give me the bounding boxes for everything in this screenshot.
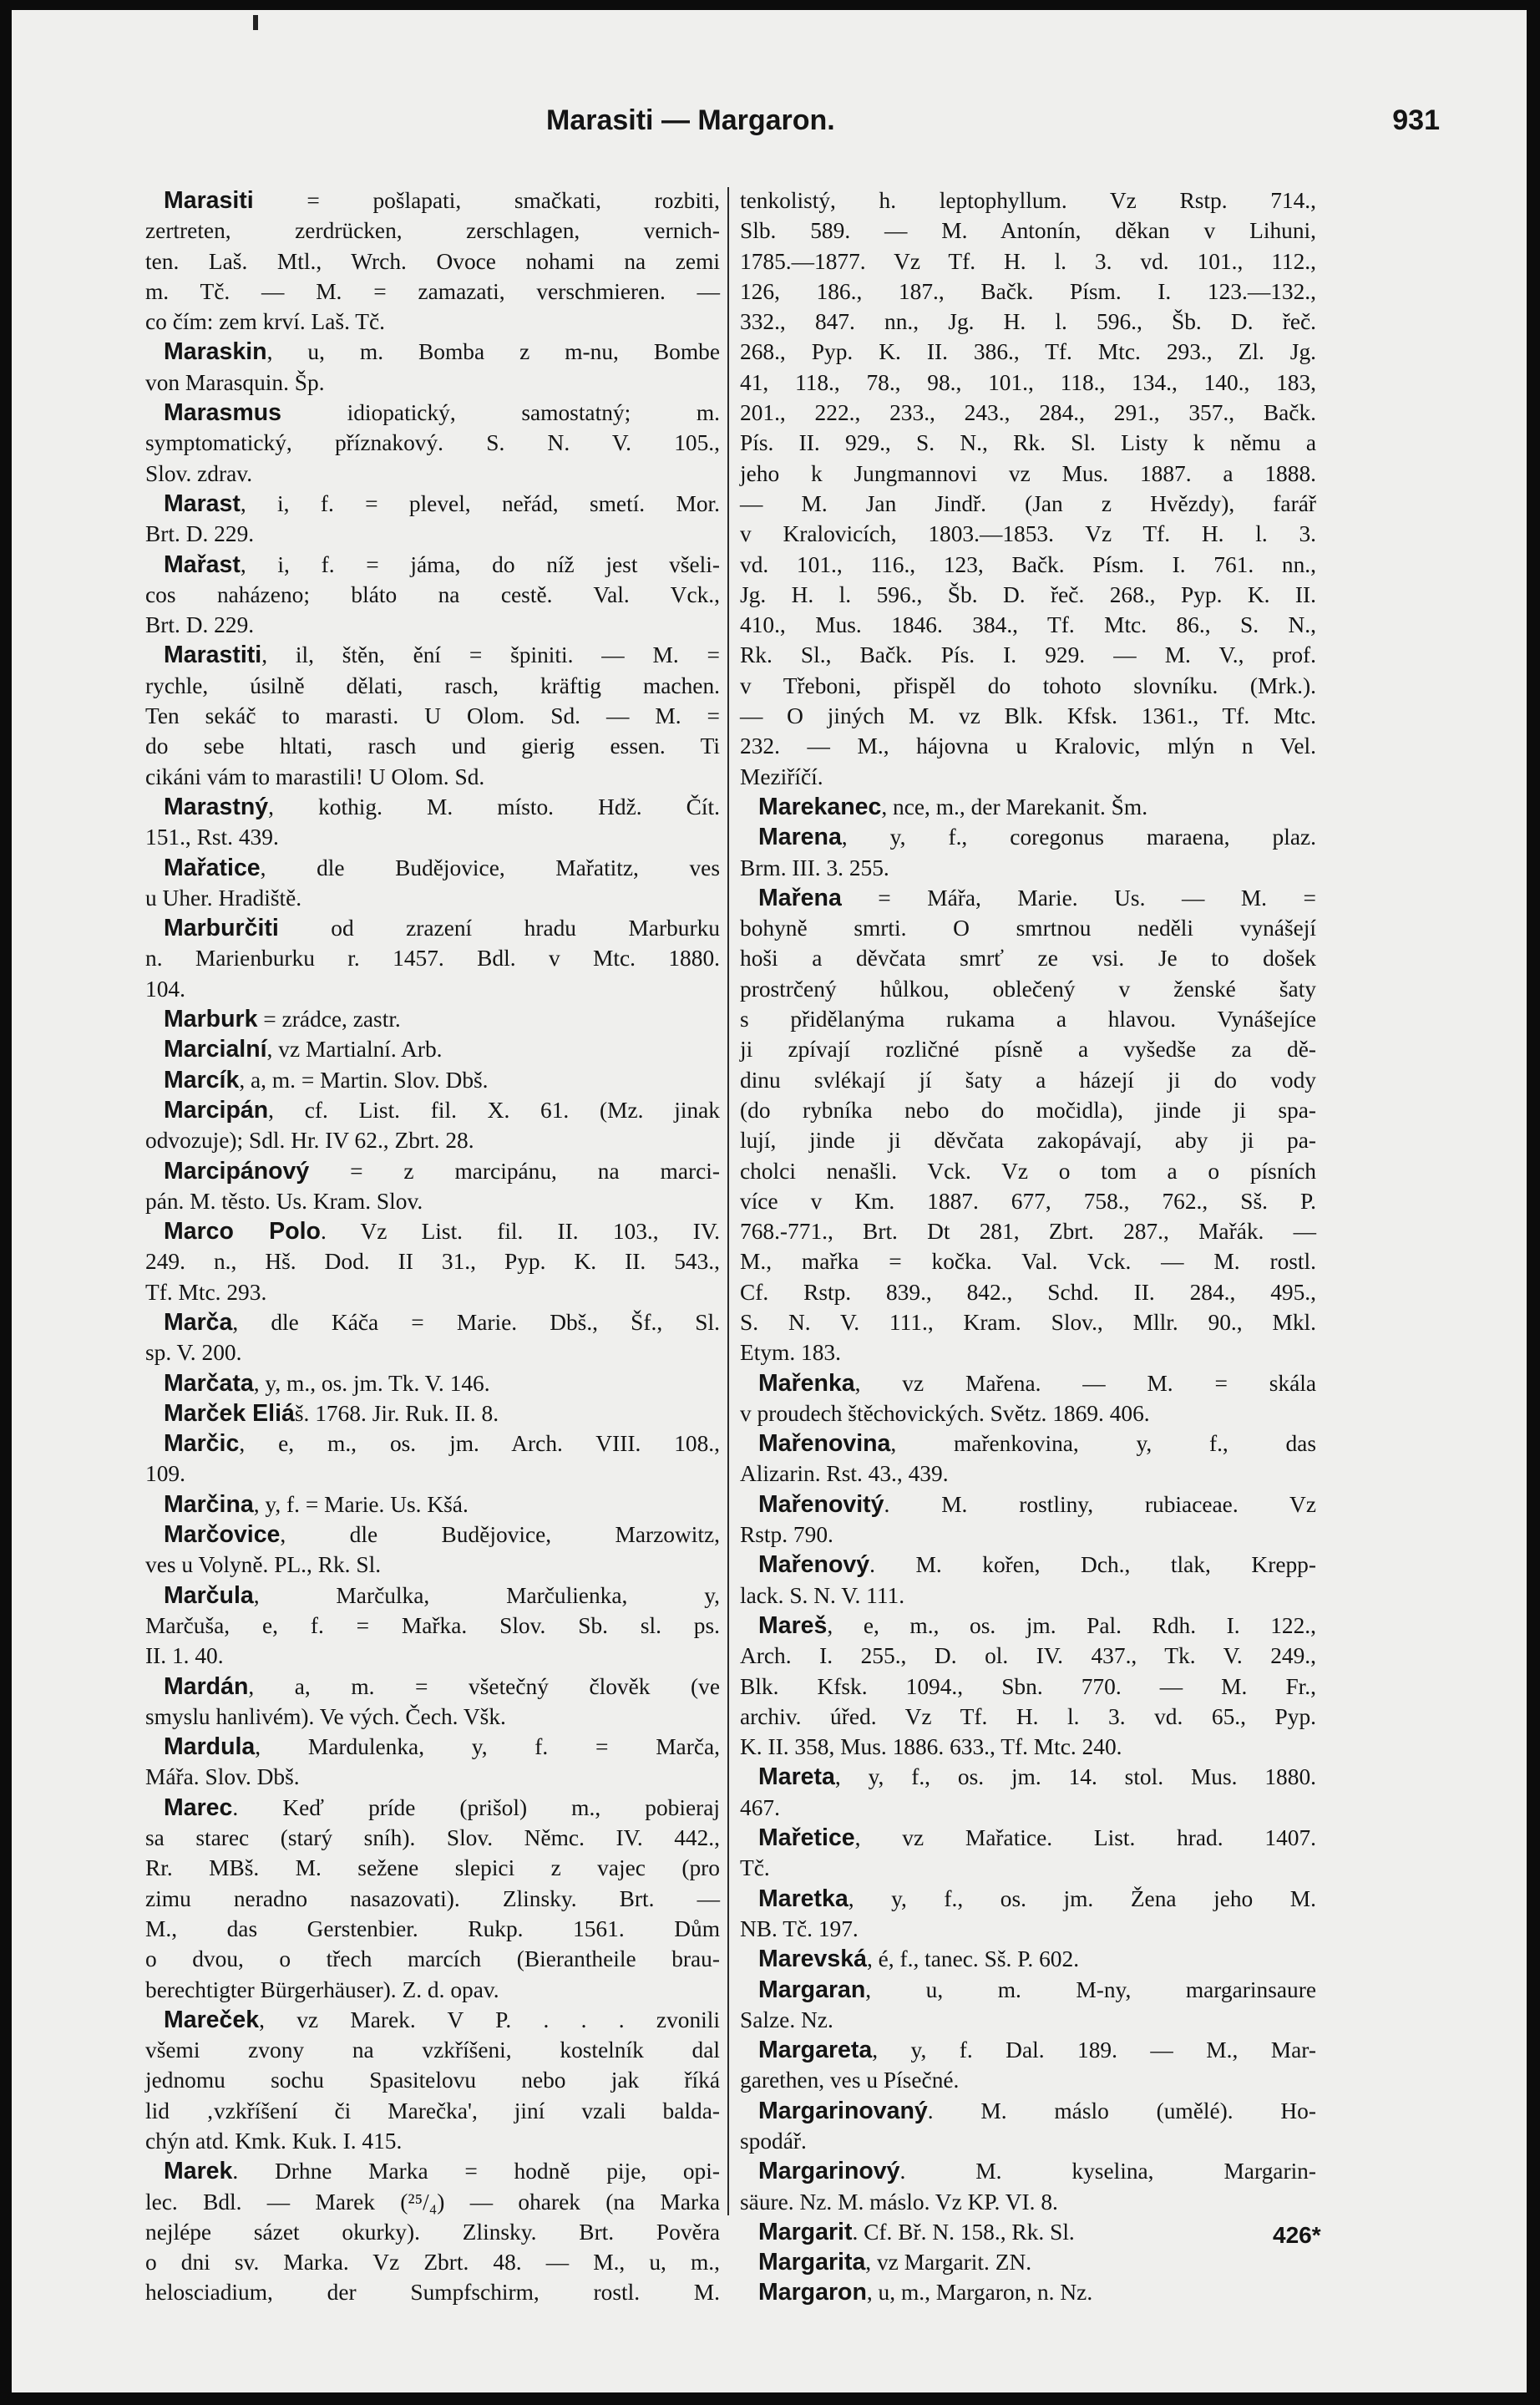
- dictionary-page: [12, 10, 1527, 2392]
- text-line: Jg. H. l. 596., Šb. D. řeč. 268., Pyp. K. II.: [740, 581, 1316, 607]
- text-line: Mareček, vz Marek. V P. . . . zvonili: [164, 2006, 720, 2033]
- text-line: Marasmus idiopatický, samostatný; m.: [164, 399, 720, 427]
- text-line: Mařena = Mářa, Marie. Us. — M. =: [758, 884, 1316, 911]
- headword: Marastný: [164, 793, 269, 820]
- text-line: rychle, úsilně dělati, rasch, kräftig machen.: [145, 672, 720, 698]
- headword: Mařena: [758, 884, 842, 911]
- text-line: Marena, y, f., coregonus maraena, plaz.: [758, 824, 1316, 851]
- text-line: Marekanec, nce, m., der Marekanit. Šm.: [758, 793, 1148, 820]
- headword: Marcík: [164, 1066, 240, 1093]
- headword: Marec: [164, 1794, 233, 1821]
- headword: Mařenovina: [758, 1430, 891, 1458]
- text-line: Mařenový. M. kořen, Dch., tlak, Krepp-: [758, 1551, 1316, 1579]
- text-line: co čím: zem krví. Laš. Tč.: [145, 309, 385, 335]
- headword: Marcialní: [164, 1036, 267, 1063]
- text-line: 201., 222., 233., 243., 284., 291., 357., Bačk.: [740, 400, 1316, 426]
- text-line: Marčula, Marčulka, Marčulienka, y,: [164, 1581, 720, 1609]
- text-line: Marek. Drhne Marka = hodně pije, opi-: [164, 2158, 720, 2185]
- text-line: Meziříčí.: [740, 764, 823, 789]
- headword: Maretka: [758, 1885, 849, 1912]
- headword: Margareta: [758, 2037, 873, 2064]
- text-line: Etym. 183.: [740, 1340, 841, 1366]
- text-line: Mareta, y, f., os. jm. 14. stol. Mus. 1880.: [758, 1763, 1316, 1791]
- text-line: Mářa. Slov. Dbš.: [145, 1764, 300, 1790]
- text-line: do sebe hltati, rasch und gierig essen. Ti: [145, 733, 720, 759]
- text-line: Marco Polo. Vz List. fil. II. 103., IV.: [164, 1218, 720, 1246]
- text-line: Brt. D. 229.: [145, 521, 255, 547]
- text-line: 249. n., Hš. Dod. II 31., Pyp. K. II. 543.,: [145, 1249, 720, 1275]
- text-line: ves u Volyně. PL., Rk. Sl.: [145, 1552, 382, 1578]
- headword: Mařenka: [758, 1369, 855, 1397]
- text-line: Marcipánový = z marcipánu, na marci-: [164, 1157, 720, 1185]
- headword: Marekanec: [758, 793, 882, 820]
- text-line: ten. Laš. Mtl., Wrch. Ovoce nohami na zemi: [145, 248, 720, 274]
- text-line: Mardán, a, m. = všetečný člověk (ve: [164, 1672, 720, 1700]
- text-line: tenkolistý, h. leptophyllum. Vz Rstp. 714.,: [740, 188, 1316, 213]
- text-line: Marčovice, dle Budějovice, Marzowitz,: [164, 1521, 720, 1549]
- text-line: Arch. I. 255., D. ol. IV. 437., Tk. V. 249.,: [740, 1643, 1316, 1669]
- text-line: nejlépe sázet okurky). Zlinsky. Brt. Pověra: [145, 2219, 720, 2245]
- text-line: Marastiti, il, štěn, ění = špiniti. — M. =: [164, 642, 720, 669]
- headword: Marevská: [758, 1946, 867, 1973]
- headword: Mareš: [758, 1611, 828, 1639]
- headword: Mařast: [164, 551, 241, 578]
- headword: Marčovice: [164, 1521, 281, 1549]
- text-line: Marec. Keď príde (prišol) m., pobieraj: [164, 1794, 720, 1821]
- headword: Mařatice: [164, 854, 261, 881]
- text-line: Marcipán, cf. List. fil. X. 61. (Mz. jinak: [164, 1096, 720, 1124]
- text-line: Blk. Kfsk. 1094., Sbn. 770. — M. Fr.,: [740, 1673, 1316, 1699]
- text-line: M., das Gerstenbier. Rukp. 1561. Dům: [145, 1915, 720, 1941]
- text-line: v Třeboni, přispěl do tohoto slovníku. (Mrk.).: [740, 672, 1316, 698]
- column-divider: [727, 187, 729, 2215]
- text-line: sp. V. 200.: [145, 1340, 242, 1366]
- text-line: II. 1. 40.: [145, 1643, 224, 1669]
- text-line: více v Km. 1887. 677, 758., 762., Sš. P.: [740, 1188, 1316, 1214]
- text-line: — M. Jan Jindř. (Jan z Hvězdy), farář: [740, 490, 1316, 516]
- text-line: symptomatický, příznakový. S. N. V. 105.,: [145, 430, 720, 456]
- text-line: Marast, i, f. = plevel, neřád, smetí. Mor.: [164, 490, 720, 517]
- text-line: Cf. Rstp. 839., 842., Schd. II. 284., 495.,: [740, 1279, 1316, 1305]
- headword: Marčula: [164, 1581, 254, 1609]
- text-line: — O jiných M. vz Blk. Kfsk. 1361., Tf. Mtc.: [740, 703, 1316, 729]
- headword: Marburk: [164, 1006, 258, 1033]
- text-line: 41, 118., 78., 98., 101., 118., 134., 140., 183,: [740, 369, 1316, 395]
- text-line: Marcialní, vz Martialní. Arb.: [164, 1036, 443, 1063]
- text-line: Rstp. 790.: [740, 1522, 833, 1548]
- headword: Marco Polo: [164, 1218, 321, 1246]
- text-line: 232. — M., hájovna u Kralovic, mlýn n Vel.: [740, 733, 1316, 759]
- headword: Marek: [164, 2158, 233, 2185]
- text-line: pán. M. těsto. Us. Kram. Slov.: [145, 1188, 423, 1214]
- text-line: Marburk = zrádce, zastr.: [164, 1006, 401, 1033]
- headword: Marasiti: [164, 187, 254, 214]
- text-line: Marčina, y, f. = Marie. Us. Kšá.: [164, 1490, 469, 1518]
- running-title: Marasiti — Margaron.: [546, 104, 835, 136]
- headword: Marena: [758, 824, 842, 851]
- headword: Maraskin: [164, 338, 267, 366]
- text-line: Marasiti = pošlapati, smačkati, rozbiti,: [164, 187, 720, 214]
- text-line: Marča, dle Káča = Marie. Dbš., Šf., Sl.: [164, 1308, 720, 1336]
- headword: Marča: [164, 1308, 233, 1336]
- text-line: Brt. D. 229.: [145, 612, 255, 638]
- text-line: garethen, ves u Písečné.: [740, 2068, 960, 2093]
- text-line: v Kralovicích, 1803.—1853. Vz Tf. H. l. 3.: [740, 521, 1316, 547]
- headword: Marburčiti: [164, 915, 279, 942]
- text-line: M., mařka = kočka. Val. Vck. — M. rostl.: [740, 1249, 1316, 1275]
- text-line: archiv. úřed. Vz Tf. H. l. 3. vd. 65., Pyp.: [740, 1703, 1316, 1729]
- text-line: jednomu sochu Spasitelovu nebo jak říká: [145, 2068, 720, 2093]
- text-line: von Marasquin. Šp.: [145, 369, 325, 395]
- text-line: 467.: [740, 1794, 780, 1820]
- text-line: smyslu hanlivém). Ve vých. Čech. Všk.: [145, 1703, 506, 1729]
- text-line: n. Marienburku r. 1457. Bdl. v Mtc. 1880.: [145, 946, 720, 972]
- text-line: berechtigter Bürgerhäuser). Z. d. opav.: [145, 1976, 499, 2002]
- text-line: Margarit. Cf. Bř. N. 158., Rk. Sl.: [758, 2218, 1075, 2245]
- headword: Marcipánový: [164, 1157, 310, 1185]
- headword: Mardán: [164, 1672, 249, 1700]
- text-line: NB. Tč. 197.: [740, 1915, 859, 1941]
- text-line: 104.: [145, 976, 185, 1002]
- text-line: Mareš, e, m., os. jm. Pal. Rdh. I. 122.,: [758, 1611, 1316, 1639]
- text-line: Brm. III. 3. 255.: [740, 855, 889, 880]
- headword: Margaron: [758, 2279, 867, 2306]
- text-line: bohyně smrti. O smrtnou neděli vynášejí: [740, 916, 1316, 941]
- headword: Marčic: [164, 1430, 240, 1458]
- text-line: Mařast, i, f. = jáma, do níž jest všeli-: [164, 551, 720, 578]
- text-line: lack. S. N. V. 111.: [740, 1582, 905, 1608]
- text-line: Slb. 589. — M. Antonín, děkan v Lihuni,: [740, 218, 1316, 244]
- text-line: Marčic, e, m., os. jm. Arch. VIII. 108.,: [164, 1430, 720, 1458]
- text-line: o dvou, o třech marcích (Bierantheile brau-: [145, 1946, 720, 1972]
- text-line: Mařetice, vz Mařatice. List. hrad. 1407.: [758, 1824, 1316, 1852]
- text-line: Margarinový. M. kyselina, Margarin-: [758, 2158, 1316, 2185]
- text-line: 109.: [145, 1461, 185, 1487]
- text-line: Salze. Nz.: [740, 2007, 833, 2032]
- headword: Marasmus: [164, 399, 281, 427]
- text-line: Mařatice, dle Budějovice, Mařatitz, ves: [164, 854, 720, 881]
- text-line: 332., 847. nn., Jg. H. l. 596., Šb. D. řeč.: [740, 309, 1316, 335]
- headword: Marastiti: [164, 642, 262, 669]
- text-line: (do rybníka nebo do močidla), jinde ji spa-: [740, 1097, 1316, 1123]
- text-line: Marcík, a, m. = Martin. Slov. Dbš.: [164, 1066, 489, 1093]
- text-line: Margaron, u, m., Margaron, n. Nz.: [758, 2279, 1093, 2306]
- text-line: Rr. MBš. M. sežene slepici z vajec (pro: [145, 1855, 720, 1881]
- text-line: Marastný, kothig. M. místo. Hdž. Čít.: [164, 793, 720, 820]
- text-line: Marček Eliáš. 1768. Jir. Ruk. II. 8.: [164, 1399, 499, 1427]
- headword: Margarinovaný: [758, 2097, 928, 2124]
- headword: Margarit: [758, 2218, 853, 2245]
- headword: Marast: [164, 490, 241, 517]
- text-line: Margarita, vz Margarit. ZN.: [758, 2249, 1032, 2276]
- text-line: Mařenovitý. M. rostliny, rubiaceae. Vz: [758, 1490, 1316, 1518]
- text-line: dinu svlékají jí šaty a házejí ji do vody: [740, 1067, 1316, 1093]
- headword: Marčina: [164, 1490, 254, 1518]
- headword: Marček Eliá: [164, 1399, 295, 1427]
- text-line: helosciadium, der Sumpfschirm, rostl. M.: [145, 2280, 720, 2306]
- text-line: Pís. II. 929., S. N., Rk. Sl. Listy k němu a: [740, 430, 1316, 456]
- text-line: Tf. Mtc. 293.: [145, 1279, 267, 1305]
- text-line: s přidělanýma rukama a hlavou. Vynášejíce: [740, 1007, 1316, 1033]
- headword: Marcipán: [164, 1096, 269, 1124]
- headword: Mařetice: [758, 1824, 855, 1852]
- text-line: 768.-771., Brt. Dt 281, Zbrt. 287., Mařák. —: [740, 1219, 1316, 1245]
- signature-mark: 426*: [1273, 2222, 1321, 2248]
- text-line: Margaran, u, m. M-ny, margarinsaure: [758, 1976, 1316, 2003]
- headword: Margarinový: [758, 2158, 900, 2185]
- scan-mark: [253, 15, 258, 30]
- headword: Mareta: [758, 1763, 835, 1791]
- text-line: Rk. Sl., Bačk. Pís. I. 929. — M. V., prof.: [740, 642, 1316, 668]
- text-line: prostrčený hůlkou, oblečený v ženské šaty: [740, 976, 1316, 1002]
- text-line: Mardula, Mardulenka, y, f. = Marča,: [164, 1733, 720, 1761]
- text-line: S. N. V. 111., Kram. Slov., Mllr. 90., Mkl.: [740, 1309, 1316, 1335]
- text-line: Slov. zdrav.: [145, 460, 253, 486]
- text-line: cikáni vám to marastili! U Olom. Sd.: [145, 764, 485, 789]
- text-line: Margarinovaný. M. máslo (umělé). Ho-: [758, 2097, 1316, 2124]
- text-line: jeho k Jungmannovi vz Mus. 1887. a 1888.: [740, 460, 1316, 486]
- text-line: Margareta, y, f. Dal. 189. — M., Mar-: [758, 2037, 1316, 2064]
- text-line: sa starec (starý sníh). Slov. Němc. IV. 442.,: [145, 1825, 720, 1851]
- text-line: vd. 101., 116., 123, Bačk. Písm. I. 761. nn.,: [740, 551, 1316, 577]
- text-line: Marburčiti od zrazení hradu Marburku: [164, 915, 720, 942]
- text-line: hoši a děvčata smrť ze vsi. Je to došek: [740, 946, 1316, 972]
- left-column: [145, 185, 720, 2308]
- text-line: Tč.: [740, 1855, 770, 1881]
- headword: Mařenový: [758, 1551, 870, 1579]
- text-line: Alizarin. Rst. 43., 439.: [740, 1461, 949, 1487]
- headword: Marčata: [164, 1369, 254, 1397]
- text-line: Mařenovina, mařenkovina, y, f., das: [758, 1430, 1316, 1458]
- text-line: 126, 186., 187., Bačk. Písm. I. 123.—132.,: [740, 278, 1316, 304]
- text-line: Marevská, é, f., tanec. Sš. P. 602.: [758, 1946, 1080, 1973]
- headword: Margaran: [758, 1976, 866, 2003]
- text-line: 151., Rst. 439.: [145, 824, 279, 850]
- text-line: spodář.: [740, 2128, 807, 2154]
- text-line: Maretka, y, f., os. jm. Žena jeho M.: [758, 1885, 1316, 1912]
- page-number: 931: [1392, 104, 1440, 136]
- text-line: Ten sekáč to marasti. U Olom. Sd. — M. =: [145, 703, 720, 729]
- text-line: Maraskin, u, m. Bomba z m-nu, Bombe: [164, 338, 720, 366]
- text-line: lují, jinde ji děvčata zakopávají, aby ji pa-: [740, 1128, 1316, 1154]
- text-line: cos naházeno; bláto na cestě. Val. Vck.,: [145, 581, 720, 607]
- text-line: v proudech štěchovických. Světz. 1869. 406.: [740, 1400, 1150, 1426]
- headword: Margarita: [758, 2249, 866, 2276]
- text-line: Marčata, y, m., os. jm. Tk. V. 146.: [164, 1369, 490, 1397]
- text-line: m. Tč. — M. = zamazati, verschmieren. —: [145, 278, 720, 304]
- text-line: zimu neradno nasazovati). Zlinsky. Brt. —: [145, 1885, 720, 1911]
- text-line: všemi zvony na vzkříšeni, kostelník dal: [145, 2037, 720, 2063]
- text-line: lid ‚vzkříšení či Marečka', jiní vzali balda-: [145, 2098, 720, 2123]
- text-line: zertreten, zerdrücken, zerschlagen, vernich-: [145, 218, 720, 244]
- text-line: säure. Nz. M. máslo. Vz KP. VI. 8.: [740, 2189, 1058, 2215]
- right-column: [740, 185, 1316, 2308]
- headword: Mareček: [164, 2006, 260, 2033]
- text-line: cholci nenašli. Vck. Vz o tom a o písních: [740, 1158, 1316, 1184]
- text-line: chýn atd. Kmk. Kuk. I. 415.: [145, 2128, 403, 2154]
- text-line: u Uher. Hradiště.: [145, 885, 302, 911]
- text-line: ji zpívají rozličné písně a vyšedše za dě-: [740, 1037, 1316, 1063]
- text-line: lec. Bdl. — Marek (²⁵/₄) — oharek (na Marka: [145, 2189, 720, 2215]
- text-line: odvozuje); Sdl. Hr. IV 62., Zbrt. 28.: [145, 1128, 474, 1154]
- headword: Mardula: [164, 1733, 256, 1761]
- text-line: o dni sv. Marka. Vz Zbrt. 48. — M., u, m.,: [145, 2250, 720, 2276]
- text-line: 268., Pyp. K. II. 386., Tf. Mtc. 293., Zl. Jg.: [740, 339, 1316, 365]
- text-line: Mařenka, vz Mařena. — M. = skála: [758, 1369, 1316, 1397]
- text-line: 1785.—1877. Vz Tf. H. l. 3. vd. 101., 112.,: [740, 248, 1316, 274]
- text-line: K. II. 358, Mus. 1886. 633., Tf. Mtc. 240.: [740, 1734, 1122, 1760]
- text-line: Marčuša, e, f. = Mařka. Slov. Sb. sl. ps.: [145, 1612, 720, 1638]
- headword: Mařenovitý: [758, 1490, 884, 1518]
- text-line: 410., Mus. 1846. 384., Tf. Mtc. 86., S. N.,: [740, 612, 1316, 638]
